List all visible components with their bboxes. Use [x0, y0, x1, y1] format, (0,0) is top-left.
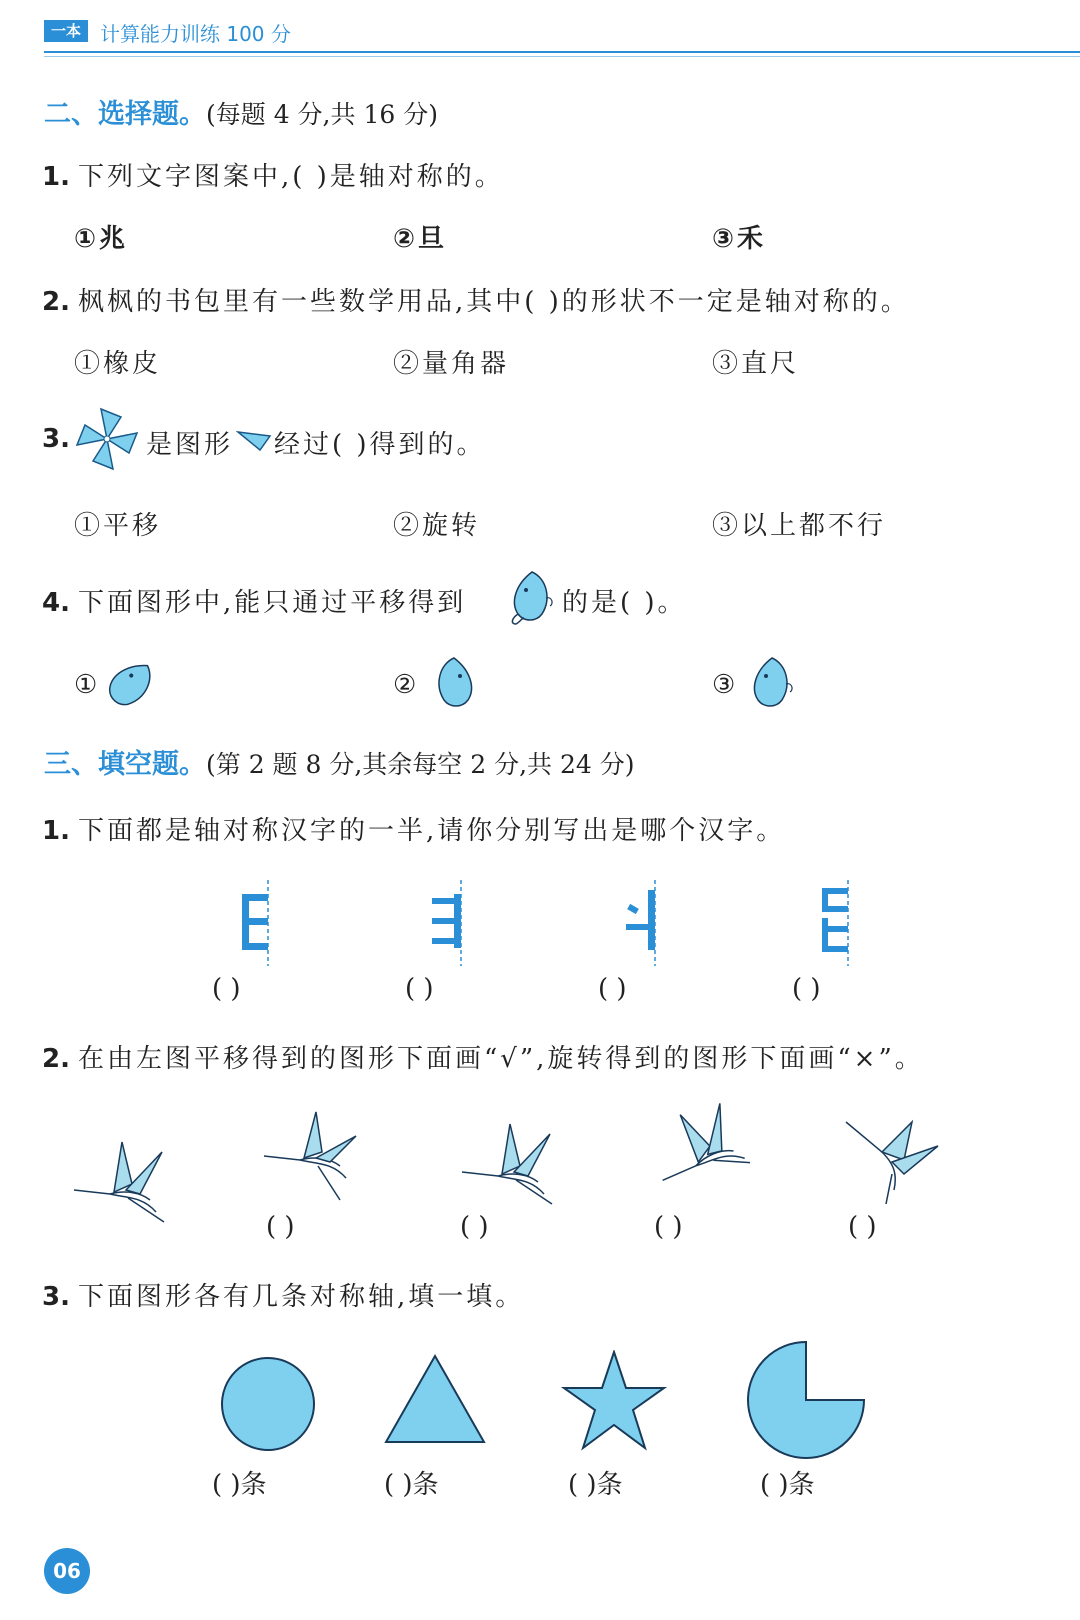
s2-q3-option-1[interactable]: ①平移	[74, 511, 162, 541]
fish-option-1-figure	[106, 654, 158, 714]
question-number: 3.	[42, 1282, 70, 1312]
question-number: 2.	[42, 287, 70, 317]
question-text: 在由左图平移得到的图形下面画“√”,旋转得到的图形下面画“×”。	[77, 1044, 924, 1074]
section2-title: 二、选择题。	[44, 99, 206, 130]
page-number: 06	[44, 1548, 90, 1594]
triangle-shape	[382, 1352, 488, 1448]
s3-q2-blank-1[interactable]: ( )	[266, 1212, 295, 1242]
question-number: 2.	[42, 1044, 70, 1074]
section3-note: (第 2 题 8 分,其余每空 2 分,共 24 分)	[206, 750, 635, 779]
s3-q1-blank-1[interactable]: ( )	[212, 974, 241, 1004]
blade-figure	[236, 428, 272, 452]
s2-q4-option-3[interactable]: ③	[712, 670, 739, 700]
half-char-1-figure	[236, 876, 276, 968]
s2-q3-text-b: 经过( )得到的。	[274, 430, 486, 460]
s2-q2-option-3[interactable]: ③直尺	[712, 349, 800, 379]
s3-q3-blank-4[interactable]: ( )条	[760, 1470, 815, 1500]
question-number: 1.	[42, 162, 70, 192]
fish-option-2-figure	[428, 654, 480, 714]
s3-q2	[42, 1038, 924, 1075]
star-shape	[560, 1350, 668, 1454]
s2-q3-text-a: 是图形	[146, 430, 234, 460]
s3-q3	[42, 1276, 524, 1313]
section3-title: 三、填空题。	[44, 749, 206, 780]
question-text: 下面图形各有几条对称轴,填一填。	[77, 1282, 525, 1312]
s3-q3-blank-2[interactable]: ( )条	[384, 1470, 439, 1500]
pinwheel-figure	[72, 404, 142, 474]
section2-heading	[44, 92, 438, 131]
s2-q2	[42, 281, 910, 318]
question-text: 下面都是轴对称汉字的一半,请你分别写出是哪个汉字。	[77, 816, 786, 846]
s2-q4-option-1[interactable]: ①	[74, 670, 101, 700]
s2-q4-text-b: 的是( )。	[562, 588, 687, 618]
question-number: 1.	[42, 816, 70, 846]
s2-q4-option-2[interactable]: ②	[393, 670, 420, 700]
question-number: 4.	[42, 588, 70, 618]
section2-note: (每题 4 分,共 16 分)	[206, 100, 438, 129]
half-char-2-figure	[428, 876, 468, 968]
s3-q1-blank-3[interactable]: ( )	[598, 974, 627, 1004]
crane-option-4-figure	[842, 1112, 942, 1208]
s2-q4	[42, 582, 466, 619]
crane-option-3-figure	[650, 1100, 750, 1206]
s2-q2-option-1[interactable]: ①橡皮	[74, 349, 162, 379]
header-divider-thin	[44, 56, 1080, 57]
question-number: 3.	[42, 424, 70, 454]
section3-heading	[44, 742, 635, 781]
s3-q3-blank-3[interactable]: ( )条	[568, 1470, 623, 1500]
half-char-3-figure	[622, 876, 662, 968]
s2-q3-option-3[interactable]: ③以上都不行	[712, 511, 887, 541]
s3-q2-blank-4[interactable]: ( )	[848, 1212, 877, 1242]
question-text-a: 下面图形中,能只通过平移得到	[77, 588, 467, 618]
s3-q3-blank-1[interactable]: ( )条	[212, 1470, 267, 1500]
s2-q1-option-2[interactable]: ②旦	[393, 224, 448, 254]
s3-q1-blank-4[interactable]: ( )	[792, 974, 821, 1004]
s3-q2-blank-3[interactable]: ( )	[654, 1212, 683, 1242]
s2-q1	[42, 156, 504, 193]
s3-q2-blank-2[interactable]: ( )	[460, 1212, 489, 1242]
crane-option-2-figure	[458, 1114, 558, 1210]
s2-q2-option-2[interactable]: ②量角器	[393, 349, 510, 379]
question-text: 下列文字图案中,( )是轴对称的。	[77, 162, 504, 192]
s3-q1-blank-2[interactable]: ( )	[405, 974, 434, 1004]
s3-q1	[42, 810, 785, 847]
s2-q3-option-2[interactable]: ②旋转	[393, 511, 481, 541]
crane-option-1-figure	[260, 1108, 360, 1208]
half-char-4-figure	[816, 876, 856, 968]
question-text: 枫枫的书包里有一些数学用品,其中( )的形状不一定是轴对称的。	[77, 287, 910, 317]
header-title: 计算能力训练 100 分	[100, 22, 291, 46]
s2-q1-option-1[interactable]: ①兆	[74, 224, 129, 254]
fish-option-3-figure	[746, 654, 798, 714]
header-badge: 一本	[44, 20, 88, 42]
s2-q1-option-3[interactable]: ③禾	[712, 224, 767, 254]
circle-shape	[220, 1356, 316, 1452]
header-divider	[44, 51, 1080, 53]
crane-reference-figure	[70, 1132, 170, 1228]
three-quarter-circle-shape	[744, 1338, 868, 1462]
fish-figure	[506, 568, 558, 626]
